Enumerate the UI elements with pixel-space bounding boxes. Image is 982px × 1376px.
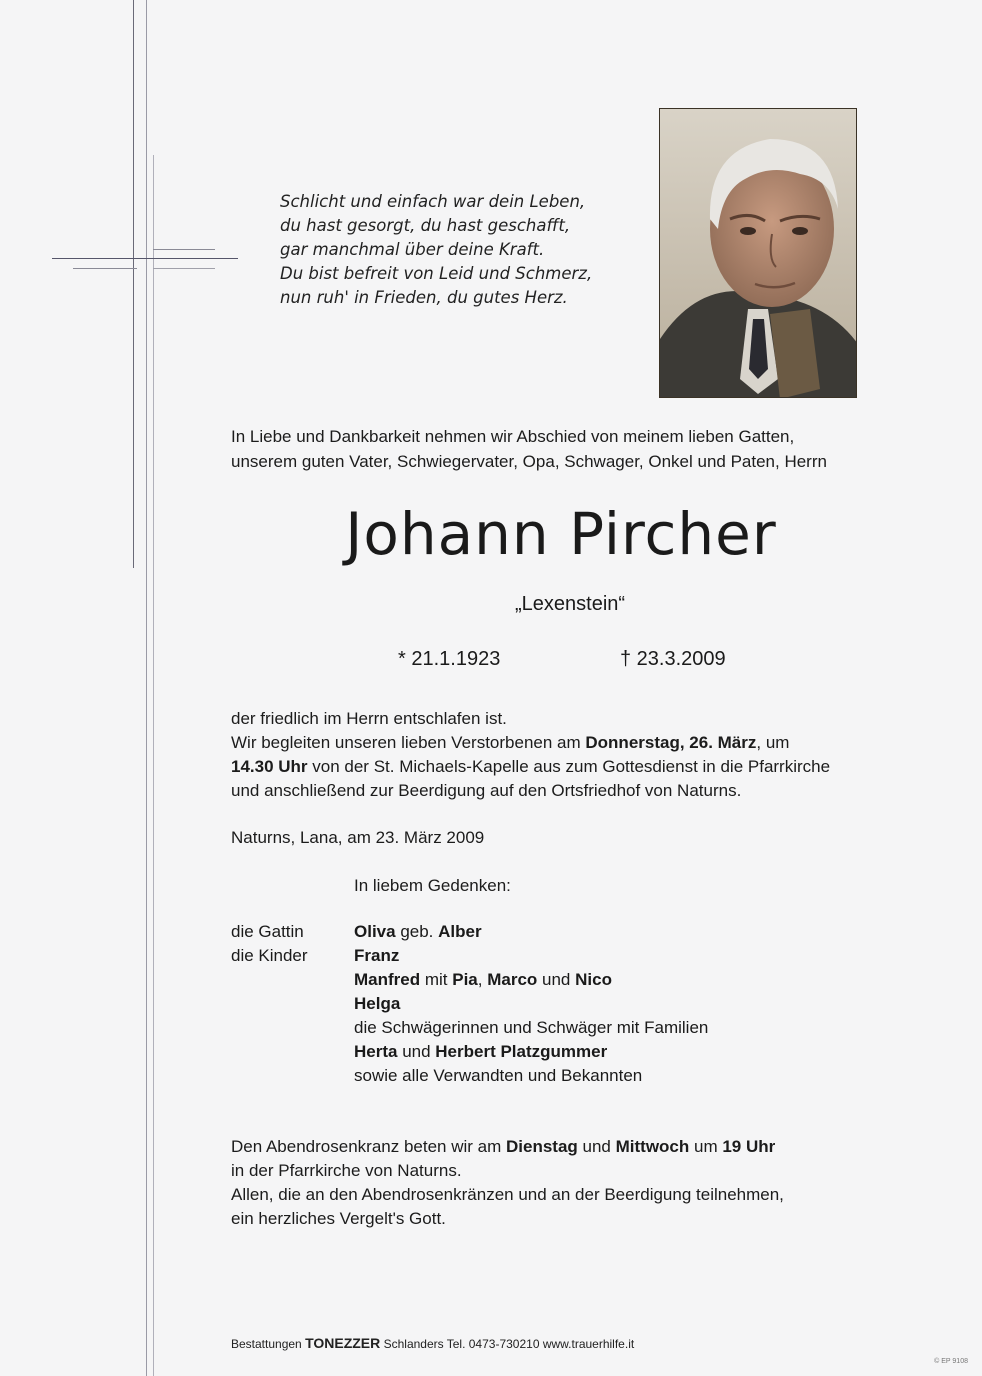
- rosary-line: in der Pfarrkirche von Naturns.: [231, 1161, 462, 1180]
- family-wife: Oliva geb. Alber: [354, 922, 482, 941]
- poem: [280, 190, 592, 310]
- place-date: Naturns, Lana, am 23. März 2009: [231, 828, 485, 847]
- family-list: [354, 920, 708, 1088]
- poem-line: gar manchmal über deine Kraft.: [280, 240, 545, 259]
- cross-vertical-line: [133, 0, 134, 568]
- poem-line: du hast gesorgt, du hast geschafft,: [280, 216, 571, 235]
- rosary-line: Den Abendrosenkranz beten wir am Dienstag und Mittwoch um 19 Uhr: [231, 1137, 776, 1156]
- label-children: die Kinder: [231, 946, 308, 965]
- intro-line: In Liebe und Dankbarkeit nehmen wir Abschied von meinem lieben Gatten,: [231, 427, 795, 446]
- portrait-illustration: [660, 109, 857, 398]
- cross-horizontal-line-lower: [73, 268, 137, 269]
- family-inlaws: die Schwägerinnen und Schwäger mit Familien: [354, 1018, 709, 1037]
- cross-horizontal-line: [52, 258, 238, 259]
- poem-line: nun ruh' in Frieden, du gutes Herz.: [280, 288, 568, 307]
- funeral-time: 14.30 Uhr: [231, 757, 308, 776]
- funeral-day: Donnerstag, 26. März: [585, 733, 757, 752]
- footer-undertaker: Bestattungen TONEZZER Schlanders Tel. 0473-730210 www.trauerhilfe.it: [231, 1335, 635, 1351]
- cross-arm-line-lower: [153, 268, 215, 269]
- funeral-line: Wir begleiten unseren lieben Verstorbenen am Donnerstag, 26. März, um: [231, 733, 790, 752]
- family-child: Manfred mit Pia, Marco und Nico: [354, 970, 612, 989]
- portrait-photo: [659, 108, 857, 398]
- family-child: Franz: [354, 946, 400, 965]
- print-code: © EP 9108: [934, 1358, 968, 1365]
- birth-date: * 21.1.1923: [398, 648, 501, 670]
- cross-arm-line: [153, 249, 215, 250]
- family-relatives-named: Herta und Herbert Platzgummer: [354, 1042, 608, 1061]
- death-date: † 23.3.2009: [620, 648, 726, 670]
- funeral-line: 14.30 Uhr von der St. Michaels-Kapelle aus zum Gottesdienst in die Pfarrkirche: [231, 757, 831, 776]
- label-wife: die Gattin: [231, 922, 304, 941]
- thanks-line: ein herzliches Vergelt's Gott.: [231, 1209, 446, 1228]
- margin-line: [146, 0, 147, 1376]
- family-child: Helga: [354, 994, 401, 1013]
- poem-line: Du bist befreit von Leid und Schmerz,: [280, 264, 593, 283]
- funeral-line: der friedlich im Herrn entschlafen ist.: [231, 709, 507, 728]
- thanks-line: Allen, die an den Abendrosenkränzen und an der Beerdigung teilnehmen,: [231, 1185, 784, 1204]
- nickname: „Lexenstein“: [515, 593, 626, 615]
- funeral-line: und anschließend zur Beerdigung auf den Ortsfriedhof von Naturns.: [231, 781, 742, 800]
- deceased-name: Johann Pircher: [345, 500, 777, 568]
- margin-line-inner: [153, 155, 154, 1376]
- family-relatives: sowie alle Verwandten und Bekannten: [354, 1066, 643, 1085]
- intro-line: unserem guten Vater, Schwiegervater, Opa, Schwager, Onkel und Paten, Herrn: [231, 452, 827, 471]
- poem-line: Schlicht und einfach war dein Leben,: [280, 192, 586, 211]
- memory-heading: In liebem Gedenken:: [354, 876, 511, 895]
